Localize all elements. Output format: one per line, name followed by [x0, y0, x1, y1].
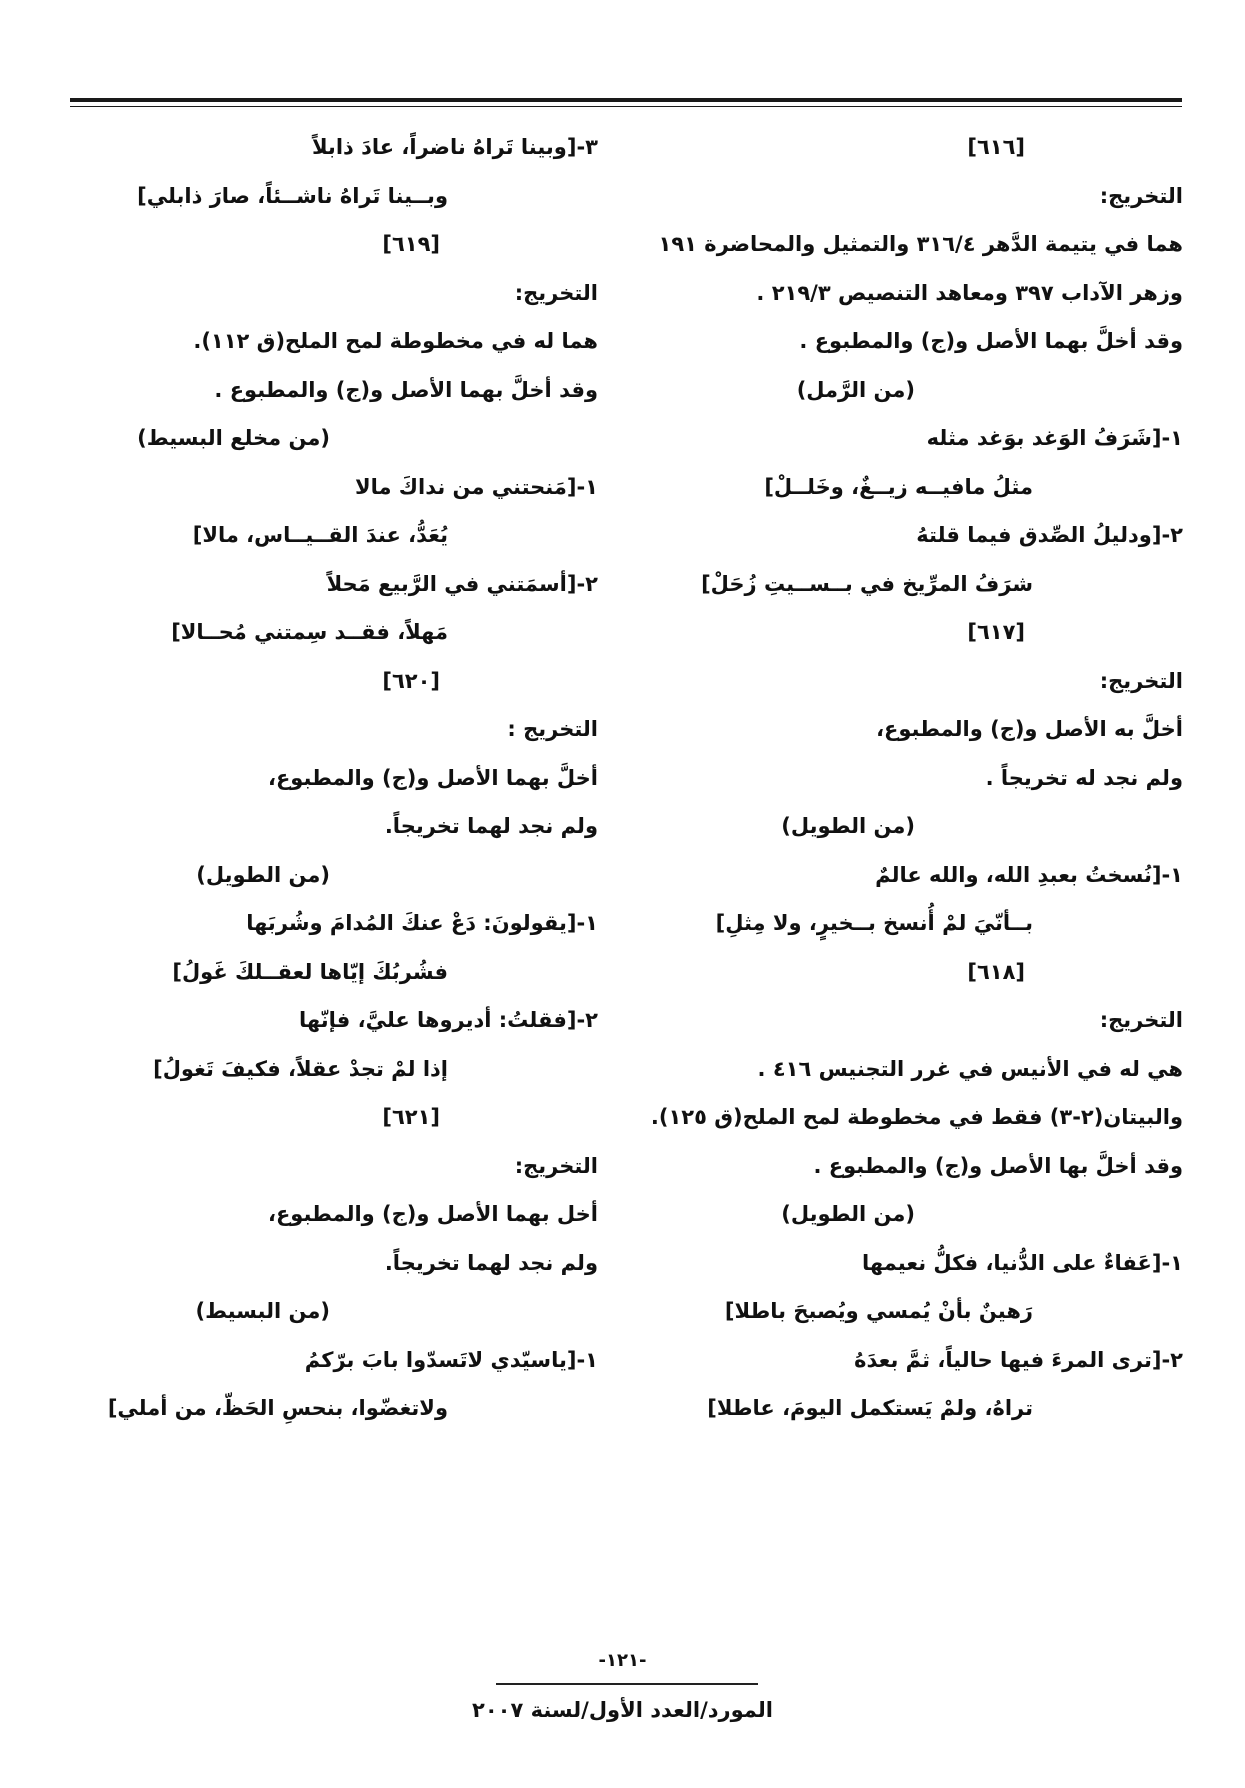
right_column-line-verse1: ١-[شَرَفُ الوَغد بوَغد مثله — [926, 426, 1183, 450]
left_column-line-verse1: ١-[مَنحتني من نداكَ مالا — [354, 474, 598, 499]
left_column-line-text: هما له في مخطوطة لمح الملح(ق ١١٢). — [193, 329, 598, 353]
right_column-line-verse2: شرَفُ المرِّيخ في بــســيتِ زُحَلْ] — [701, 571, 1033, 596]
right_column-line-text: هي له في الأنيس في غرر التجنيس ٤١٦ . — [757, 1056, 1183, 1081]
left_column-line-verse2: مَهلاً، فقــد سِمتني مُحــالا] — [171, 620, 448, 644]
left_column-line-number: [٦٢٠] — [382, 668, 440, 693]
left_column-line-verse2: وبــينا تَراهُ ناشــئاً، صارَ ذابلي] — [137, 183, 448, 208]
right_column-line-meter: (من الرَّمل) — [796, 377, 915, 402]
left_column-line-verse1: ٢-[أسمَتني في الرَّبيع مَحلاً — [326, 571, 598, 596]
left_column-line-text: ولم نجد لهما تخريجاً. — [384, 1250, 598, 1275]
top-rule — [70, 98, 1182, 102]
right_column-line-verse1: ١-[نُسختُ بعبدِ الله، والله عالمٌ — [875, 862, 1183, 887]
left_column-line-verse2: فشُربُكَ إيّاها لعقــلكَ غَولُ] — [172, 959, 448, 984]
right_column-line-verse1: ٢-[ودليلُ الصِّدق فيما قلتهُ — [916, 523, 1183, 547]
right_column-line-heading: التخريج: — [1099, 1008, 1183, 1032]
right_column-line-heading: التخريج: — [1099, 668, 1183, 693]
right_column-line-verse1: ٢-[ترى المرءَ فيها حالياً، ثمَّ بعدَهُ — [854, 1347, 1183, 1372]
left_column-line-text: وقد أخلَّ بهما الأصل و(ج) والمطبوع . — [214, 377, 598, 402]
right_column-line-text: ولم نجد له تخريجاً . — [985, 765, 1183, 790]
left_column-line-verse2: يُعَدُّ، عندَ القــيــاس، مالا] — [192, 523, 448, 547]
footer-rule — [496, 1683, 758, 1685]
left_column-line-number: [٦٢١] — [382, 1105, 440, 1129]
right_column-line-meter: (من الطويل) — [781, 1202, 915, 1226]
right_column-line-verse2: مثلُ مافيــه زيــغٌ، وخَلــلْ] — [764, 474, 1033, 499]
left_column-line-verse1: ٢-[فقلتُ: أديروها عليَّ، فإنّها — [299, 1008, 598, 1032]
right_column-line-text: وزهر الآداب ٣٩٧ ومعاهد التنصيص ٢١٩/٣ . — [756, 280, 1183, 305]
left_column-line-verse2: ولاتغضّوا، بنحسِ الحَظّ، من أملي] — [107, 1396, 448, 1420]
left_column-line-meter: (من البسيط) — [195, 1299, 330, 1323]
left_column-line-number: [٦١٩] — [382, 232, 440, 256]
left_column-line-verse1: ١-[ياسيّدي لاتَسدّوا بابَ برّكمُ — [304, 1347, 598, 1372]
left_column-line-heading: التخريج: — [514, 1153, 598, 1178]
right_column-line-verse1: ١-[عَفاءٌ على الدُّنيا، فكلُّ نعيمها — [861, 1250, 1183, 1275]
right_column-line-number: [٦١٦] — [967, 135, 1025, 159]
top-rule-thin — [70, 106, 1182, 107]
left_column-line-heading: التخريج : — [507, 717, 598, 741]
right_column-line-text: وقد أخلَّ بها الأصل و(ج) والمطبوع . — [813, 1153, 1183, 1178]
page-number: -١٢١- — [598, 1650, 647, 1671]
right_column-line-text: أخلَّ به الأصل و(ج) والمطبوع، — [876, 717, 1183, 741]
left_column-line-verse2: إذا لمْ تجدْ عقلاً، فكيفَ تَغولُ] — [153, 1056, 448, 1081]
left_column-line-verse1: ٣-[وبينا تَراهُ ناضراً، عادَ ذابلاً — [311, 135, 598, 159]
right_column-line-meter: (من الطويل) — [781, 814, 915, 838]
right_column-line-text: والبيتان(٢-٣) فقط في مخطوطة لمح الملح(ق ١٢٥). — [650, 1105, 1183, 1129]
right_column-line-heading: التخريج: — [1099, 183, 1183, 208]
right_column-line-number: [٦١٨] — [967, 959, 1025, 984]
left_column-line-meter: (من مخلع البسيط) — [137, 426, 330, 450]
left_column-line-text: أخلَّ بهما الأصل و(ج) والمطبوع، — [267, 765, 598, 790]
right_column-line-verse2: بــأنّيَ لمْ أُنسخ بــخيرٍ، ولا مِثلِ] — [715, 911, 1033, 935]
left_column-line-text: أخل بهما الأصل و(ج) والمطبوع، — [267, 1202, 598, 1226]
right_column-line-verse2: تراهُ، ولمْ يَستكمل اليومَ، عاطلا] — [707, 1396, 1033, 1420]
journal-footer: المورد/العدد الأول/لسنة ٢٠٠٧ — [472, 1698, 773, 1722]
right_column-line-text: وقد أخلَّ بهما الأصل و(ج) والمطبوع . — [799, 329, 1183, 353]
left_column-line-heading: التخريج: — [514, 280, 598, 305]
right_column-line-verse2: رَهينٌ بأنْ يُمسي ويُصبحَ باطلا] — [724, 1299, 1033, 1323]
right_column-line-number: [٦١٧] — [967, 620, 1025, 644]
left_column-line-meter: (من الطويل) — [196, 862, 330, 887]
left_column-line-text: ولم نجد لهما تخريجاً. — [384, 814, 598, 838]
right_column-line-text: هما في يتيمة الدَّهر ٣١٦/٤ والتمثيل والمحاضرة ١٩١ — [658, 232, 1183, 256]
left_column-line-verse1: ١-[يقولونَ: دَعْ عنكَ المُدامَ وشُربَها — [246, 911, 598, 935]
